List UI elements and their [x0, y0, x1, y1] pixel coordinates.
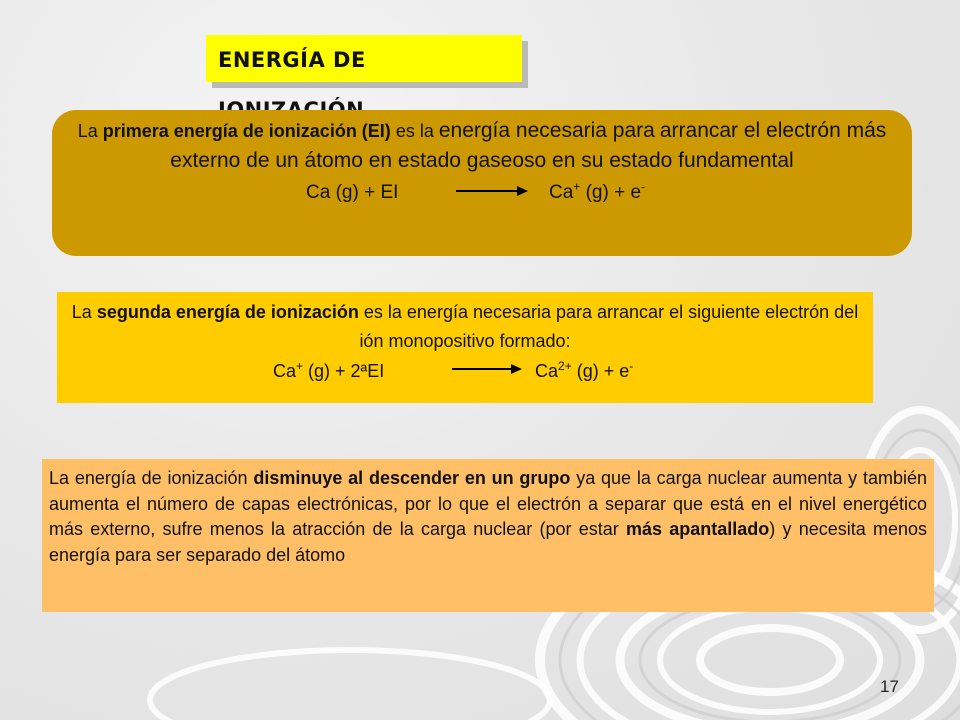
charge-superscript: +: [296, 359, 304, 373]
charge-superscript: -: [641, 179, 646, 194]
second-ionization-equation: [67, 358, 863, 384]
product-text: Ca: [549, 182, 574, 203]
definition-text: La: [71, 302, 97, 322]
definition-term: segunda energía de ionización: [96, 302, 359, 322]
trend-text: ya que la carga nuclear aumenta y también aumenta el número de capas electrónicas, por lo que el electrón a separar que está en el nivel energético más externo, sufre menos la atracción de la carga nuclear (por estar: [49, 468, 927, 540]
definition-term: primera energía de ionización (EI): [102, 121, 391, 141]
trend-text: La energía de ionización: [49, 468, 254, 488]
second-ionization-box: [57, 292, 873, 403]
definition-text: es la: [390, 121, 439, 141]
reaction-arrow-icon: [456, 190, 526, 192]
product-text: (g) + e: [580, 182, 642, 203]
equation-reactants: Ca (g) + EI: [306, 182, 399, 203]
first-ionization-definition: [66, 116, 898, 176]
definition-text: arrancar el electrón más externo de un átomo en estado gaseoso en su estado fundamental: [170, 119, 887, 172]
slide-title: ENERGÍA DE: [206, 35, 522, 82]
charge-superscript: +: [573, 179, 581, 194]
equation-products: [549, 180, 645, 206]
group-trend-box: [42, 459, 934, 612]
definition-text: La: [77, 121, 103, 141]
charge-superscript: -: [629, 359, 634, 373]
definition-text: energía necesaria para: [438, 119, 655, 142]
definition-text: es la energía necesaria para arrancar el siguiente electrón del ión monopositivo formado:: [358, 302, 859, 351]
trend-emphasis: más apantallado: [625, 519, 770, 540]
product-text: Ca: [535, 361, 559, 381]
product-text: (g) + e: [571, 361, 630, 381]
trend-text: ) y necesita menos energía para ser separado del átomo: [49, 519, 928, 565]
second-ionization-definition: [67, 298, 863, 356]
first-ionization-box: [52, 110, 912, 256]
equation-products: [535, 358, 633, 384]
page-number: 17: [880, 677, 899, 696]
equation-reactants: [273, 358, 384, 384]
reactant-text: (g) + 2ªEI: [303, 361, 385, 381]
trend-emphasis: disminuye al descender en un grupo: [253, 468, 571, 488]
first-ionization-equation: [66, 180, 898, 206]
reaction-arrow-icon: [452, 368, 520, 370]
reactant-text: Ca: [273, 361, 297, 381]
charge-superscript: 2+: [558, 359, 572, 373]
